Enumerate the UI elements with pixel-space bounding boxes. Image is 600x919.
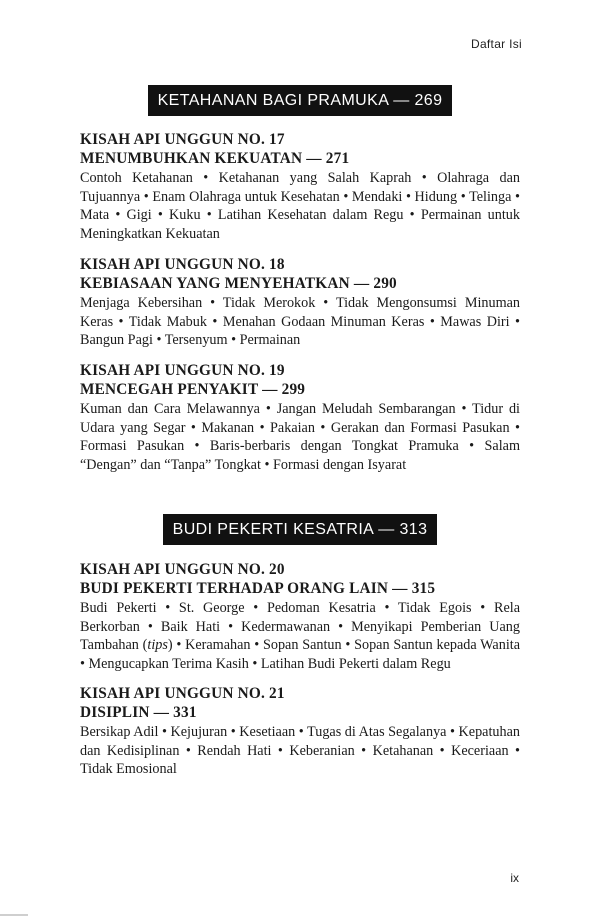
toc-entry-kisah-18	[80, 255, 520, 350]
chapter-topics: Bersikap Adil • Kejujuran • Kesetiaan • Tugas di Atas Segalanya • Kepatuhan dan Kedisiplinan • Rendah Hati • Keberanian • Ketahanan • Keceriaan • Tidak Emosional	[80, 724, 520, 778]
kisah-number: KISAH API UNGGUN NO. 21	[80, 685, 285, 702]
toc-entry-kisah-17	[80, 130, 520, 243]
chapter-topics	[80, 599, 520, 673]
kisah-number: KISAH API UNGGUN NO. 18	[80, 256, 285, 273]
running-head-title: Daftar Isi	[470, 37, 522, 51]
page-number: ix	[510, 871, 519, 885]
topics-text-end: ) • Keramahan • Sopan Santun • Sopan Santun kepada Wanita • Mengucapkan Terima Kasih • Latihan Budi Pekerti dalam Regu	[80, 637, 520, 672]
scan-edge-mark	[0, 914, 28, 916]
chapter-title: MENCEGAH PENYAKIT — 299	[80, 381, 306, 398]
kisah-number: KISAH API UNGGUN NO. 19	[80, 362, 285, 379]
toc-entry-kisah-21	[80, 684, 520, 779]
kisah-number: KISAH API UNGGUN NO. 20	[80, 561, 285, 578]
section-banner-label: KETAHANAN BAGI PRAMUKA — 269	[148, 85, 453, 116]
section-banner-ketahanan	[0, 85, 600, 116]
chapter-topics: Menjaga Kebersihan • Tidak Merokok • Tidak Mengonsumsi Minuman Keras • Tidak Mabuk • Menahan Godaan Minuman Keras • Mawas Diri • Bangun Pagi • Tersenyum • Permainan	[80, 295, 520, 349]
chapter-topics: Kuman dan Cara Melawannya • Jangan Meludah Sembarangan • Tidur di Udara yang Segar • Makanan • Pakaian • Gerakan dan Formasi Pasukan • Formasi Pasukan • Baris-berbaris dengan Tongkat Pramuka • Salam “Dengan” dan “Tanpa” Tongkat • Formasi dengan Isyarat	[80, 401, 520, 473]
section-banner-label: BUDI PEKERTI KESATRIA — 313	[163, 514, 438, 545]
chapter-title: DISIPLIN — 331	[80, 704, 197, 721]
toc-entry-kisah-19	[80, 361, 520, 474]
section-banner-budi-pekerti	[0, 514, 600, 545]
chapter-title: BUDI PEKERTI TERHADAP ORANG LAIN — 315	[80, 580, 436, 597]
topics-italic-term: tips	[147, 637, 168, 654]
topics-text-start: Budi Pekerti • St. George • Pedoman Kesatria • Tidak Egois • Rela Berkorban • Baik Hati • Kedermawanan • Menyikapi Pemberian Uang Tambahan (	[80, 600, 520, 654]
toc-entry-kisah-20	[80, 560, 520, 673]
kisah-number: KISAH API UNGGUN NO. 17	[80, 131, 285, 148]
chapter-topics: Contoh Ketahanan • Ketahanan yang Salah Kaprah • Olahraga dan Tujuannya • Enam Olahraga untuk Kesehatan • Mendaki • Hidung • Telinga • Mata • Gigi • Kuku • Latihan Kesehatan dalam Regu • Permainan untuk Meningkatkan Kekuatan	[80, 170, 520, 242]
chapter-title: KEBIASAAN YANG MENYEHATKAN — 290	[80, 275, 397, 292]
chapter-title: MENUMBUHKAN KEKUATAN — 271	[80, 150, 350, 167]
